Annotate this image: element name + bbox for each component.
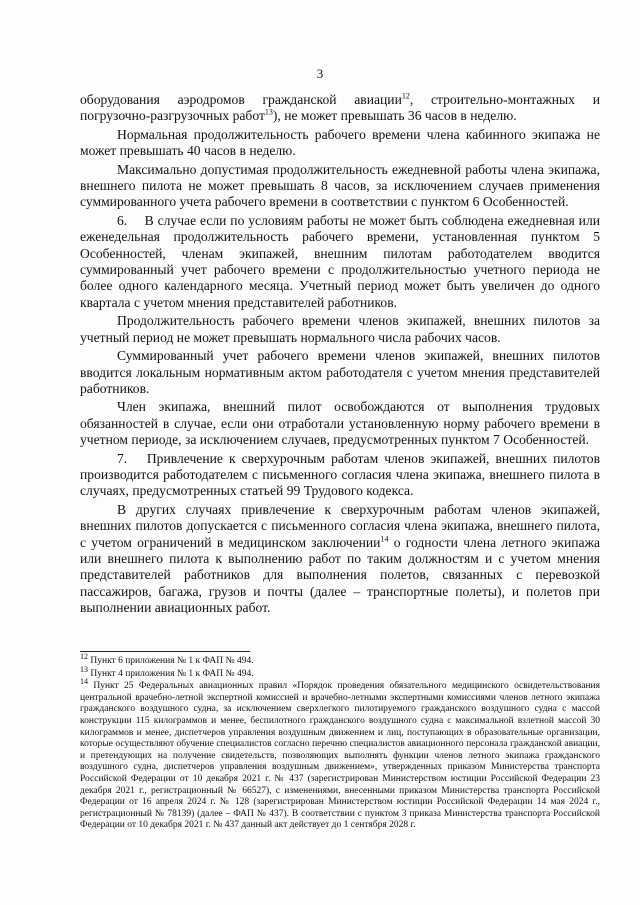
text-run: Член экипажа, внешний пилот освобождаются от выполнения трудовых обязанностей в случае, если они отработали установленную норму рабочего времени в учетном периоде, за исключением случаев, предусмотренных пунктом 7 Особенностей. xyxy=(80,399,600,448)
text-run: Продолжительность рабочего времени членов экипажей, внешних пилотов за учетный период не может превышать нормального числа рабочих часов. xyxy=(80,313,600,345)
paragraph xyxy=(80,451,600,500)
text-run: ), не может превышать 36 часов в неделю. xyxy=(272,108,517,124)
page-number: 3 xyxy=(316,66,324,81)
footnote-text: Пункт 6 приложения № 1 к ФАП № 494. xyxy=(88,656,254,666)
footnote-ref: 13 xyxy=(264,107,273,117)
text-run: Максимально допустимая продолжительность ежедневной работы члена экипажа, внешнего пилота не может превышать 8 часов, за исключением случаев применения суммированного учета рабочего времени в соответствии с пунктом 6 Особенностей. xyxy=(80,161,600,210)
text-run: В других случаях привлечение к сверхурочным работам членов экипажей, внешних пилотов допускается с письменного согласия члена экипажа, внешнего пилота, с учетом ограничений в медицинском заключении xyxy=(80,501,600,550)
footnote xyxy=(80,651,600,668)
text-run: Нормальная продолжительность рабочего времени члена кабинного экипажа не может превышать 40 часов в неделю. xyxy=(80,126,600,159)
paragraph xyxy=(80,162,600,211)
footnote-number: 13 xyxy=(80,664,88,674)
text-run: 6. В случае если по условиям работы не может быть соблюдена ежедневная или еженедельная продолжительность рабочего времени, установленная пунктом 5 Особенностей, членам экипажей, внешним пилотам работодателем вводится суммированный учет рабочего времени с продолжительностью учетного периода не более одного календарного месяца. Учетный период может быть увеличен до одного квартала с учетом мнения представителей работников. xyxy=(80,212,600,310)
body-text xyxy=(80,92,600,619)
text-run: о годности члена летного экипажа или внешнего пилота к выполнению работ по таким должностям и с учетом мнения представителей работников для выполнения полетов, связанных с перевозкой пассажиров, багажа, грузов и почты (далее – транспортные полеты), и полетов при выполнении авиационных работ. xyxy=(80,534,600,616)
footnote-divider xyxy=(80,651,250,652)
paragraph xyxy=(80,313,600,346)
text-run: оборудования аэродромов гражданской авиации xyxy=(80,92,402,107)
footnote-text: Пункт 4 приложения № 1 к ФАП № 494. xyxy=(88,668,254,679)
text-run: , строительно-монтажных и погрузочно-разгрузочных работ xyxy=(80,92,600,124)
footnote xyxy=(80,677,600,832)
footnote-ref: 14 xyxy=(380,534,389,544)
paragraph xyxy=(80,399,600,448)
footnote-number: 12 xyxy=(80,651,88,661)
paragraph xyxy=(80,127,600,160)
paragraph xyxy=(80,502,600,617)
footnotes xyxy=(80,651,600,833)
paragraph xyxy=(80,92,600,125)
paragraph xyxy=(80,213,600,311)
paragraph xyxy=(80,348,600,397)
footnote xyxy=(80,664,600,681)
text-run: Суммированный учет рабочего времени членов экипажей, внешних пилотов вводится локальным нормативным актом работодателя с учетом мнения представителей работников. xyxy=(80,348,600,396)
footnote-text: Пункт 25 Федеральных авиационных правил «Порядок проведения обязательного медицинского освидетельствования центральной врачебно-летной экспертной комиссией и врачебно-летными экспертными комиссиями членов летного экипажа гражданского воздушного судна, за исключением сверхлегкого пилотируемого гражданского воздушного судна с массой конструкции 115 килограммов и менее, беспилотного гражданского воздушного судна с максимальной взлетной массой 30 килограммов и менее, диспетчеров управления воздушным движением и лиц, поступающих в образовательные организации, которые осуществляют обучение специалистов согласно перечню специалистов авиационного персонала гражданской авиации, и претендующих на получение свидетельств, позволяющих выполнять функции членов летного экипажа гражданского воздушного судна, диспетчеров управления воздушным движением», утвержденных приказом Министерства транспорта Российской Федерации от 10 декабря 2021 г. № 437 (зарегистрирован Министерством юстиции Российской Федерации 23 декабря 2021 г., регистрационный № 66527), с изменениями, внесенными приказом Министерства транспорта Российской Федерации от 16 апреля 2024 г. № 128 (зарегистрирован Министерством юстиции Российской Федерации 14 мая 2024 г., регистрационный № 78139) (далее – ФАП № 437). В соответствии с пунктом 3 приказа Министерства транспорта Российской Федерации от 10 декабря 2021 г. № 437 данный акт действует до 1 сентября 2028 г. xyxy=(80,681,600,831)
footnote-number: 14 xyxy=(80,677,88,687)
footnote-ref: 12 xyxy=(401,91,410,101)
text-run: 7. Привлечение к сверхурочным работам членов экипажей, внешних пилотов производится работодателем с письменного согласия члена экипажа, внешнего пилота в случаях, предусмотренных статьей 99 Трудового кодекса. xyxy=(80,450,600,499)
